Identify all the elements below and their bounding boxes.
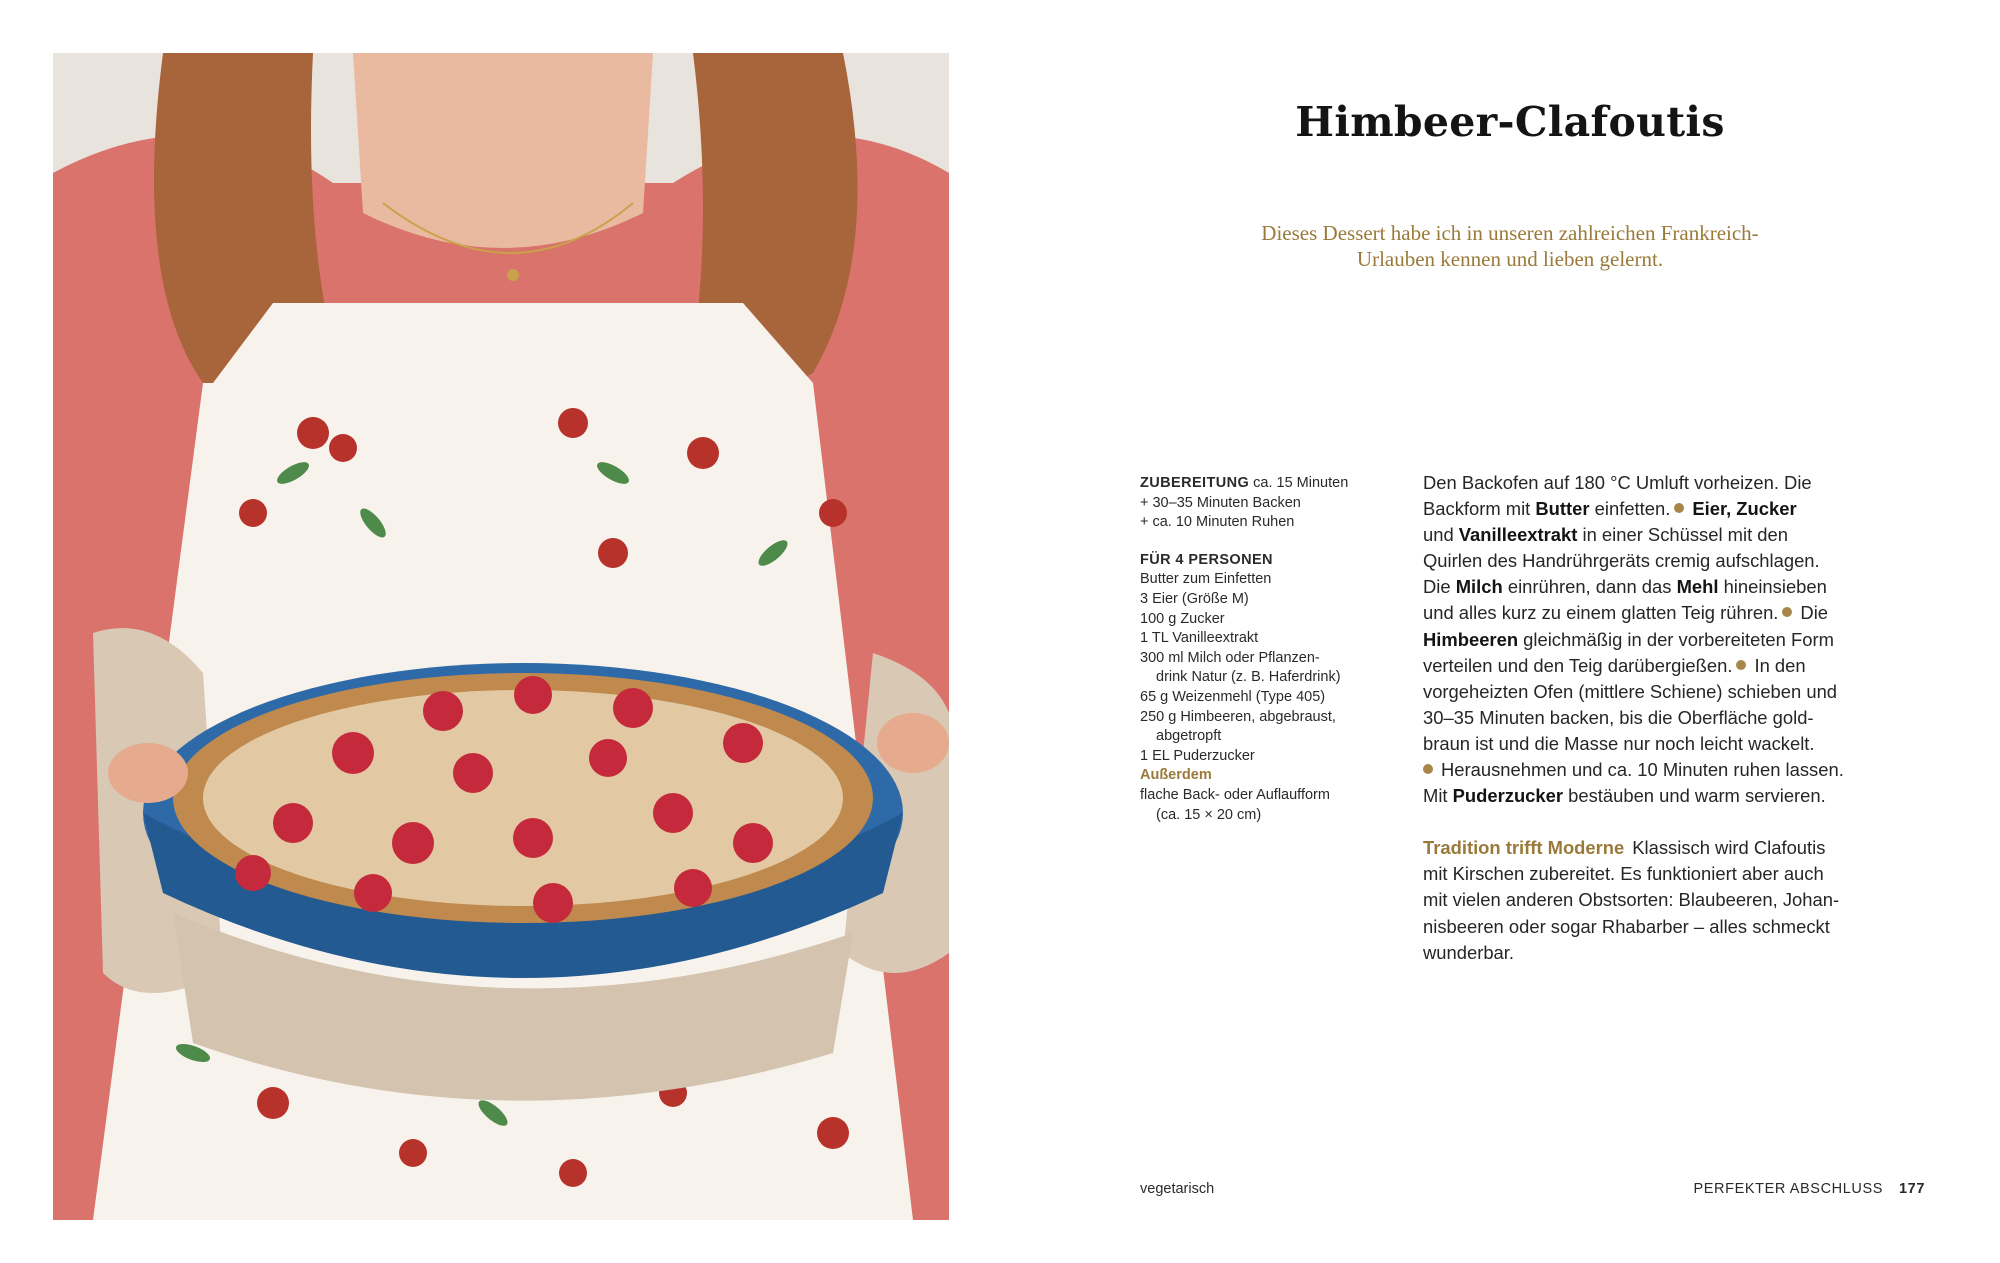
method-line: und Vanilleextrakt in einer Schüssel mit den — [1423, 524, 1788, 546]
step-bullet-icon — [1423, 764, 1433, 774]
method-line: braun ist und die Masse nur noch leicht wackelt. — [1423, 732, 1815, 754]
tip-line: Tradition trifft Moderne Klassisch wird Clafoutis — [1423, 837, 1826, 859]
prep-line: + ca. 10 Minuten Ruhen — [1140, 514, 1295, 531]
tip-line: wunderbar. — [1423, 941, 1514, 963]
page-number: 177 — [1899, 1181, 1925, 1197]
ingredient-item: Butter zum Einfetten — [1140, 571, 1272, 588]
ingredient-item: 100 g Zucker — [1140, 610, 1225, 627]
ingredient-item: 300 ml Milch oder Pflanzen- — [1140, 649, 1320, 666]
method-line: Den Backofen auf 180 °C Umluft vorheizen. Die — [1423, 472, 1812, 493]
step-bullet-icon — [1674, 503, 1684, 513]
prep-line: ca. 15 Minuten — [1253, 475, 1349, 491]
ingredient-item: 250 g Himbeeren, abgebraust, — [1140, 708, 1336, 725]
ingredient-item: 3 Eier (Größe M) — [1140, 590, 1249, 607]
step-bullet-icon — [1782, 607, 1792, 617]
recipe-title: Himbeer-Clafoutis — [1295, 98, 1725, 146]
method-line: Mit Puderzucker bestäuben und warm servieren. — [1423, 785, 1826, 807]
method-text — [1423, 470, 1883, 966]
tip-line: mit Kirschen zubereitet. Es funktioniert aber auch — [1423, 863, 1824, 885]
ingredient-item: abgetropft — [1156, 728, 1222, 745]
prep-time — [1140, 474, 1380, 494]
section-title: PERFEKTER ABSCHLUSS — [1693, 1181, 1883, 1197]
method-line: Quirlen des Handrührgeräts cremig aufschlagen. — [1423, 550, 1820, 572]
intro-line: Urlauben kennen und lieben gelernt. — [1356, 247, 1664, 271]
method-line: Herausnehmen und ca. 10 Minuten ruhen lassen. — [1423, 757, 1883, 783]
extra-heading: Außerdem — [1140, 767, 1212, 784]
extra-item: flache Back- oder Auflaufform — [1140, 786, 1330, 803]
method-line: vorgeheizten Ofen (mittlere Schiene) schieben und — [1423, 680, 1838, 702]
method-line: 30–35 Minuten backen, bis die Oberfläche gold- — [1423, 706, 1814, 728]
method-line: und alles kurz zu einem glatten Teig rühren. Die — [1423, 602, 1829, 624]
tip-line: mit vielen anderen Obstsorten: Blaubeeren, Johan- — [1423, 889, 1840, 911]
prep-label: ZUBEREITUNG — [1140, 475, 1250, 491]
ingredient-item: drink Natur (z. B. Haferdrink) — [1156, 669, 1341, 686]
ingredient-item: 1 TL Vanilleextrakt — [1140, 630, 1259, 647]
ingredient-item: 1 EL Puderzucker — [1140, 747, 1255, 764]
method-line: verteilen und den Teig darübergießen. In den — [1423, 654, 1806, 676]
servings-heading: FÜR 4 PERSONEN — [1140, 551, 1273, 568]
prep-line: + 30–35 Minuten Backen — [1140, 494, 1301, 511]
method-line: Backform mit Butter einfetten. Eier, Zucker — [1423, 498, 1797, 520]
ingredients-panel — [1140, 474, 1380, 825]
intro-line: Dieses Dessert habe ich in unseren zahlreichen Frankreich- — [1261, 221, 1759, 245]
method-line: Die Milch einrühren, dann das Mehl hineinsieben — [1423, 576, 1827, 598]
photo-illustration — [53, 53, 949, 1220]
step-bullet-icon — [1736, 660, 1746, 670]
method-line: Himbeeren gleichmäßig in der vorbereiteten Form — [1423, 628, 1834, 650]
tip-line: nisbeeren oder sogar Rhabarber – alles schmeckt — [1423, 915, 1830, 937]
tip-label: Tradition trifft Moderne — [1423, 837, 1625, 859]
footer-section — [1694, 1181, 1925, 1197]
footer-tag: vegetarisch — [1140, 1181, 1215, 1197]
recipe-photo — [53, 53, 949, 1220]
ingredient-item: 65 g Weizenmehl (Type 405) — [1140, 688, 1326, 705]
recipe-intro — [1220, 220, 1800, 272]
extra-item: (ca. 15 × 20 cm) — [1156, 806, 1262, 823]
